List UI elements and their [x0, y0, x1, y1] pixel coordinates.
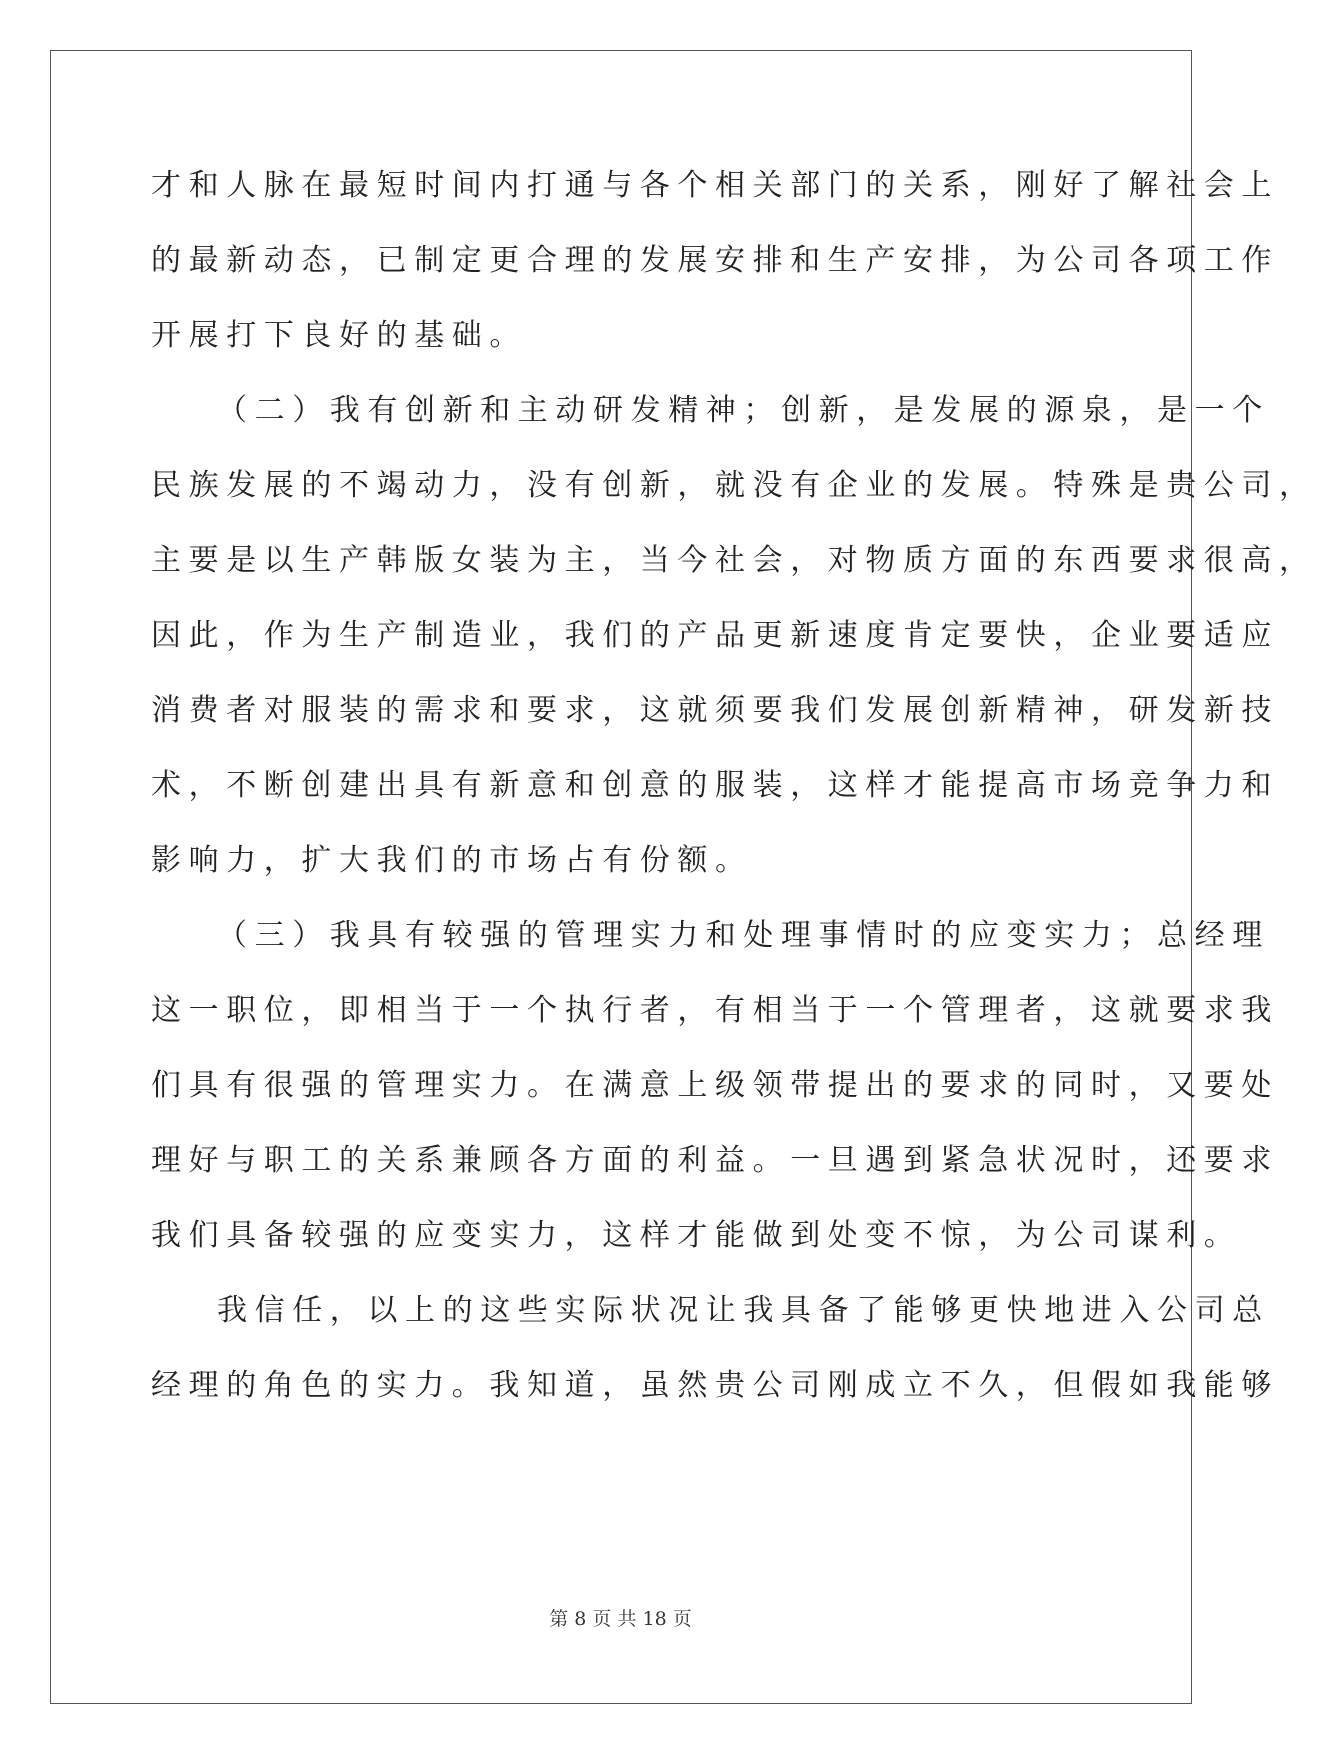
page-number-footer: 第 8 页 共 18 页 [549, 1608, 692, 1630]
paragraph-start-line: （二）我有创新和主动研发精神；创新，是发展的源泉，是一个 [217, 393, 1270, 428]
text-line: 术，不断创建出具有新意和创意的服装，这样才能提高市场竞争力和 [151, 768, 1279, 803]
text-line: 消费者对服装的需求和要求，这就须要我们发展创新精神，研发新技 [151, 693, 1279, 728]
text-line: 经理的角色的实力。我知道，虽然贵公司刚成立不久，但假如我能够 [151, 1368, 1279, 1403]
text-line: 这一职位，即相当于一个执行者，有相当于一个管理者，这就要求我 [151, 993, 1279, 1028]
text-line: 我们具备较强的应变实力，这样才能做到处变不惊，为公司谋利。 [151, 1218, 1242, 1253]
paragraph-start-line: 我信任，以上的这些实际状况让我具备了能够更快地进入公司总 [217, 1293, 1270, 1328]
text-line: 理好与职工的关系兼顾各方面的利益。一旦遇到紧急状况时，还要求 [151, 1143, 1279, 1178]
text-line: 才和人脉在最短时间内打通与各个相关部门的关系，刚好了解社会上 [151, 168, 1279, 203]
text-line: 们具有很强的管理实力。在满意上级领带提出的要求的同时，又要处 [151, 1068, 1279, 1103]
paragraph-start-line: （三）我具有较强的管理实力和处理事情时的应变实力；总经理 [217, 918, 1270, 953]
text-line: 因此，作为生产制造业，我们的产品更新速度肯定要快，企业要适应 [151, 618, 1279, 653]
text-line: 开展打下良好的基础。 [151, 318, 527, 353]
text-line: 的最新动态，已制定更合理的发展安排和生产安排，为公司各项工作 [151, 243, 1279, 278]
text-line: 影响力，扩大我们的市场占有份额。 [151, 843, 753, 878]
text-line: 民族发展的不竭动力，没有创新，就没有企业的发展。特殊是贵公司， [151, 468, 1317, 503]
document-body [151, 160, 1317, 1435]
text-line: 主要是以生产韩版女装为主，当今社会，对物质方面的东西要求很高， [151, 543, 1317, 578]
